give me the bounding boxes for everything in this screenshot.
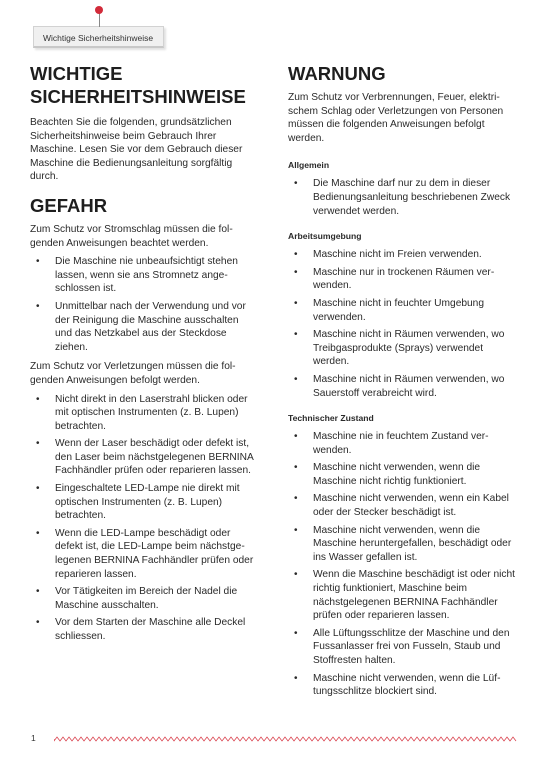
warning-heading: WARNUNG [288,63,386,84]
danger-list-electric [30,255,255,354]
list-item: • Maschine nie in feuchtem Zustand verwenden. [288,430,516,457]
warning-intro: Zum Schutz vor Verbrennungen, Feuer, elektrischem Schlag oder Verletzungen von Personen müssen die folgenden Anweisungen befolgt werden. [288,92,504,144]
list-item: • Maschine nicht verwenden, wenn die Maschine nicht richtig funktioniert. [288,461,516,488]
list-item: • Unmittelbar nach der Verwendung und vor der Reinigung die Maschine ausschalten und das Netzkabel aus der Steckdose ziehen. [30,300,255,354]
list-item: • Maschine nicht in Räumen verwenden, wo Sauerstoff verabreicht wird. [288,373,516,400]
list-item: • Maschine nur in trockenen Räumen verwenden. [288,266,516,293]
technical-heading: Technischer Zustand [288,413,374,424]
list-item: • Vor dem Starten der Maschine alle Deckel schliessen. [30,616,255,643]
list-item: • Maschine nicht im Freien verwenden. [288,248,516,262]
left-column [30,62,255,650]
list-item: • Nicht direkt in den Laserstrahl blicken oder mit optischen Instrumenten (z. B. Lupen) betrachten. [30,393,255,434]
list-item: • Alle Lüftungsschlitze der Maschine und den Fussanlasser frei von Fusseln, Staub und Stoffresten halten. [288,627,516,668]
right-column [288,62,516,705]
list-item: • Wenn die LED-Lampe beschädigt oder defekt ist, die LED-Lampe beim nächstgelegenen BERNINA Fachhändler prüfen oder reparieren lassen. [30,527,255,581]
danger-intro-electric: Zum Schutz vor Stromschlag müssen die folgenden Anweisungen beachtet werden. [30,223,233,249]
section-tab-label: Wichtige Sicherheitshinweise [43,33,154,43]
list-item: • Maschine nicht verwenden, wenn die Maschine heruntergefallen, beschädigt oder ins Wasser gefallen ist. [288,524,516,565]
list-item: • Eingeschaltete LED-Lampe nie direkt mit optischen Instrumenten (z. B. Lupen) betrachten. [30,482,255,523]
technical-list [288,430,516,699]
page-number: 1 [31,733,36,743]
list-item: • Vor Tätigkeiten im Bereich der Nadel die Maschine ausschalten. [30,585,255,612]
list-item: • Wenn die Maschine beschädigt ist oder nicht richtig funktioniert, Maschine beim nächstgelegenen BERNINA Fachhändler prüfen oder reparieren lassen. [288,568,516,622]
list-item: • Maschine nicht verwenden, wenn ein Kabel oder der Stecker beschädigt ist. [288,492,516,519]
danger-list-injury [30,393,255,644]
general-heading: Allgemein [288,160,330,171]
environment-heading: Arbeitsumgebung [288,231,362,242]
page-title-line2: SICHERHEITSHINWEISE [30,86,246,107]
intro-paragraph: Beachten Sie die folgenden, grundsätzlichen Sicherheitshinweise beim Gebrauch Ihrer Maschine. Lesen Sie vor dem Gebrauch dieser Maschine die Bedienungsanleitung sorgfältig durch. [30,117,243,183]
list-item: • Maschine nicht in Räumen verwenden, wo Treibgasprodukte (Sprays) verwendet werden. [288,328,516,369]
environment-list [288,248,516,400]
page-title [30,62,255,108]
danger-heading: GEFAHR [30,194,108,216]
list-item: • Maschine nicht in feuchter Umgebung verwenden. [288,297,516,324]
list-item: • Die Maschine darf nur zu dem in dieser Bedienungsanleitung beschriebenen Zweck verwendet werden. [288,177,516,218]
page-title-line1: WICHTIGE [30,63,123,84]
list-item: • Maschine nicht verwenden, wenn die Lüftungsschlitze blockiert sind. [288,672,516,699]
pushpin-icon [95,6,103,28]
danger-intro-injury: Zum Schutz vor Verletzungen müssen die folgenden Anweisungen befolgt werden. [30,361,236,386]
section-tab [33,26,164,48]
list-item: • Die Maschine nie unbeaufsichtigt stehen lassen, wenn sie ans Stromnetz angeschlossen ist. [30,255,255,296]
list-item: • Wenn der Laser beschädigt oder defekt ist, den Laser beim nächstgelegenen BERNINA Fachhändler prüfen oder reparieren lassen. [30,437,255,478]
decorative-wave-line [54,736,518,742]
general-list [288,177,516,218]
